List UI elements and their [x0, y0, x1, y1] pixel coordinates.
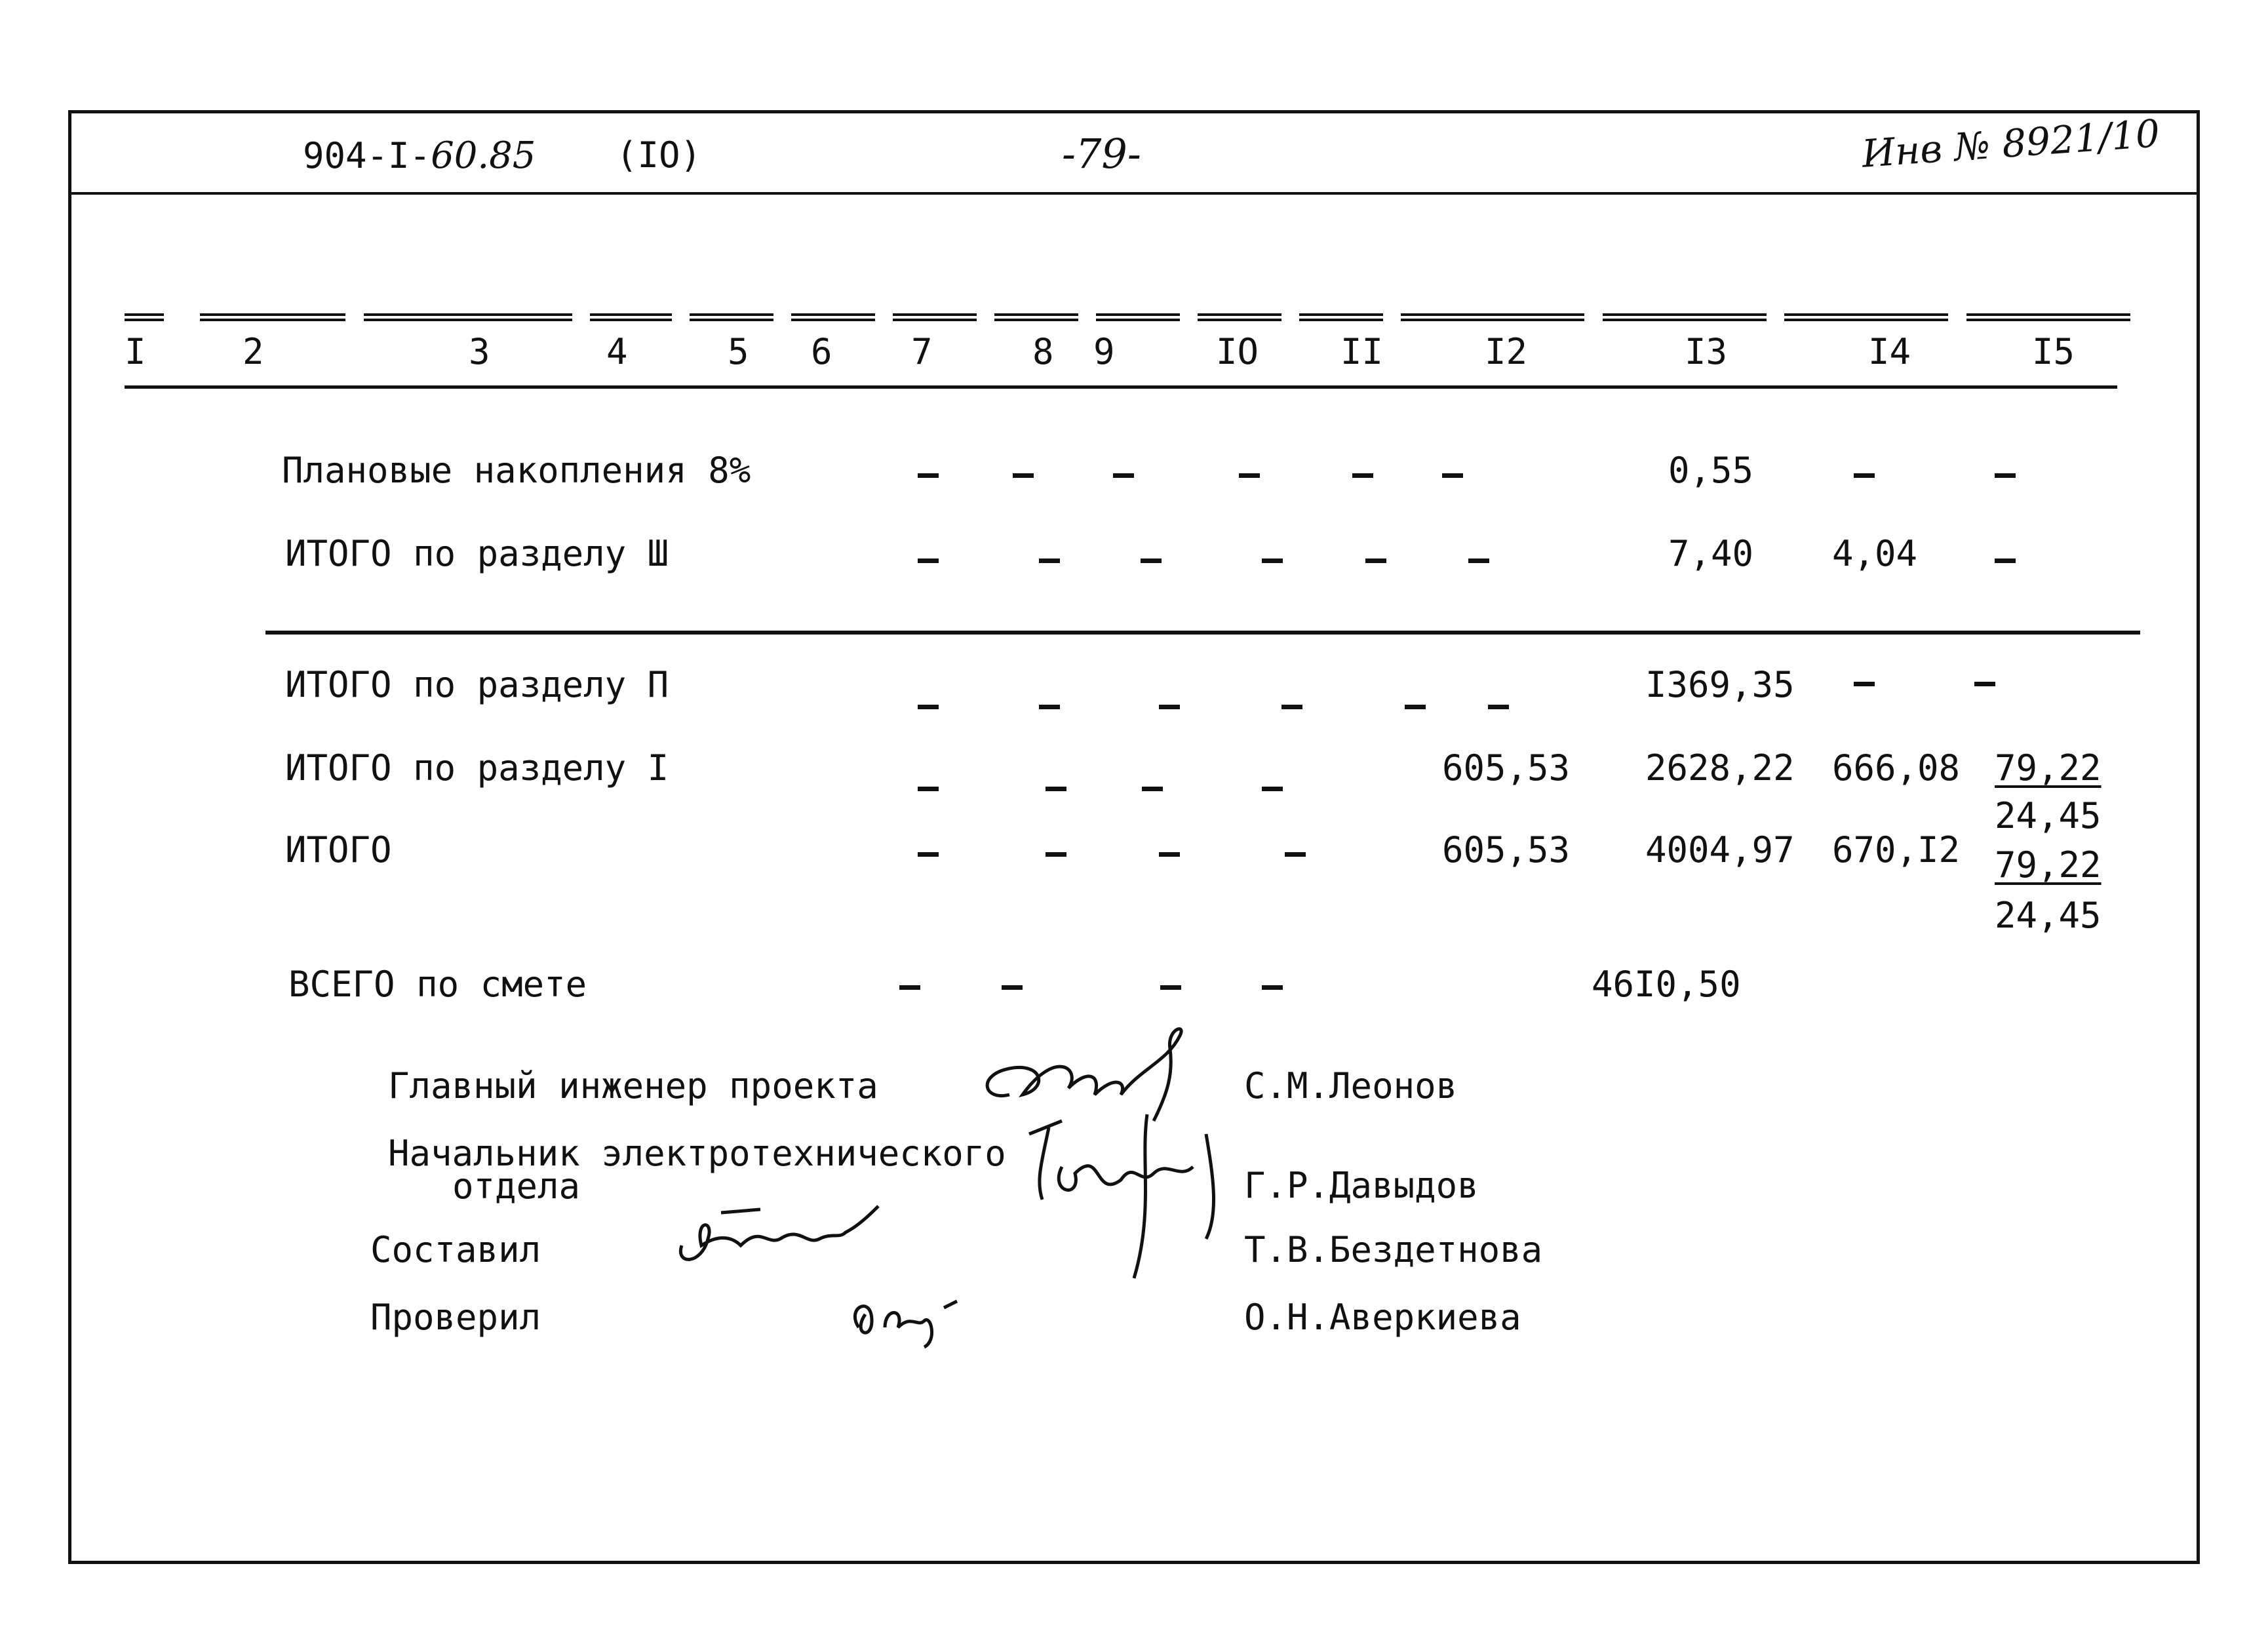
row-total-section1-col15-bottom: 24,45: [1995, 795, 2102, 836]
dash: [1854, 682, 1875, 686]
col-rule-2: [200, 313, 345, 321]
col-rule-5: [690, 313, 773, 321]
dash: [918, 705, 939, 709]
row-total-col12: 605,53: [1442, 829, 1571, 871]
row-total-label: ИТОГО: [285, 829, 392, 871]
dash: [1159, 852, 1180, 857]
header-bottom-rule: [125, 385, 2117, 389]
dash: [1854, 473, 1875, 478]
dash: [1488, 705, 1509, 709]
compiled-role: Составил: [370, 1229, 541, 1270]
row-total-section3-col13: 7,40: [1668, 533, 1754, 574]
checked-name: О.Н.Аверкиева: [1244, 1297, 1521, 1338]
col-rule-12: [1401, 313, 1584, 321]
dash: [1285, 852, 1306, 857]
col-rule-8: [994, 313, 1078, 321]
dash: [1405, 705, 1426, 709]
col-rule-1: [125, 313, 164, 321]
dash: [1995, 473, 2016, 478]
chief-engineer-role: Главный инженер проекта: [388, 1065, 878, 1106]
row-total-col14: 670,I2: [1832, 829, 1961, 871]
signature-compiled: [669, 1200, 885, 1278]
col-header-12: I2: [1485, 331, 1528, 372]
signature-checked: [846, 1282, 964, 1354]
dash: [1160, 985, 1181, 990]
dash: [1262, 985, 1283, 990]
dash: [1002, 985, 1023, 990]
dash: [918, 473, 939, 478]
signature-head-dept: [1023, 1108, 1239, 1291]
col-header-4: 4: [606, 331, 628, 372]
col-header-15: I5: [2032, 331, 2075, 372]
row-total-section1-col15-top: 79,22: [1995, 747, 2102, 789]
col-header-2: 2: [243, 331, 264, 372]
dash: [1352, 473, 1373, 478]
col-header-6: 6: [811, 331, 832, 372]
dash: [1974, 682, 1995, 686]
head-dept-role-line1: Начальник электротехнического: [388, 1133, 1006, 1174]
col-header-11: II: [1340, 331, 1384, 372]
col-rule-6: [791, 313, 875, 321]
col-header-1: I: [125, 331, 146, 372]
col-header-3: 3: [469, 331, 490, 372]
dash: [1159, 705, 1180, 709]
dash: [1262, 787, 1283, 791]
dash: [1039, 705, 1060, 709]
col-header-9: 9: [1093, 331, 1115, 372]
row-total-section1-col13: 2628,22: [1645, 747, 1795, 789]
col-rule-4: [590, 313, 672, 321]
col-rule-13: [1603, 313, 1767, 321]
page-number: -79-: [1062, 130, 1141, 178]
col-header-5: 5: [728, 331, 749, 372]
col-rule-9: [1096, 313, 1180, 321]
dash: [1046, 787, 1066, 791]
checked-role: Проверил: [370, 1297, 541, 1338]
row-planned-savings-label: Плановые накопления 8%: [282, 450, 751, 491]
row-total-section2-col13: I369,35: [1645, 664, 1795, 705]
dash: [1142, 787, 1163, 791]
col-header-10: IO: [1216, 331, 1259, 372]
chief-engineer-name: С.М.Леонов: [1244, 1065, 1458, 1106]
row-total-section2-label: ИТОГО по разделу П: [285, 664, 669, 705]
row-total-section3-col14: 4,04: [1832, 533, 1918, 574]
col-rule-3: [364, 313, 572, 321]
dash: [1442, 473, 1463, 478]
col-rule-10: [1198, 313, 1281, 321]
head-dept-name: Г.Р.Давыдов: [1244, 1165, 1479, 1206]
row-total-section1-col12: 605,53: [1442, 747, 1571, 789]
col-rule-11: [1299, 313, 1383, 321]
row-total-col13: 4004,97: [1645, 829, 1795, 871]
dash: [1141, 558, 1162, 563]
head-dept-role-line2: отдела: [452, 1165, 581, 1207]
col-header-14: I4: [1868, 331, 1911, 372]
dash: [1046, 852, 1066, 857]
dash: [1013, 473, 1034, 478]
row-total-col15-bottom: 24,45: [1995, 895, 2102, 936]
dash: [1468, 558, 1489, 563]
dash: [1039, 558, 1060, 563]
col-header-13: I3: [1685, 331, 1728, 372]
dash: [1239, 473, 1260, 478]
dash: [899, 985, 920, 990]
document-code-handwritten: 60.85: [431, 134, 536, 177]
dash: [1281, 705, 1302, 709]
row-total-section1-label: ИТОГО по разделу I: [285, 747, 669, 789]
section-number: (IO): [616, 134, 702, 176]
dash: [1113, 473, 1134, 478]
col-header-7: 7: [911, 331, 933, 372]
row-grand-total-value: 46I0,50: [1592, 964, 1741, 1005]
dash: [918, 852, 939, 857]
row-total-col15-top: 79,22: [1995, 844, 2102, 886]
row-total-section1-col14: 666,08: [1832, 747, 1961, 789]
document-code-typed: 904-I-: [303, 135, 431, 176]
row-grand-total-label: ВСЕГО по смете: [288, 964, 587, 1005]
header-divider: [68, 192, 2200, 195]
dash: [918, 558, 939, 563]
dash: [1262, 558, 1283, 563]
dash: [1995, 558, 2016, 563]
col-header-8: 8: [1032, 331, 1054, 372]
dash: [1365, 558, 1386, 563]
row-total-section3-label: ИТОГО по разделу Ш: [285, 533, 669, 574]
document-code: [303, 134, 536, 177]
compiled-name: Т.В.Бездетнова: [1244, 1229, 1543, 1270]
col-rule-14: [1784, 313, 1948, 321]
dash: [918, 787, 939, 791]
inventory-number: Инв № 8921/10: [1860, 111, 2162, 176]
row-planned-savings-col13: 0,55: [1668, 450, 1754, 491]
col-rule-15: [1966, 313, 2130, 321]
col-rule-7: [893, 313, 977, 321]
section-divider-rule: [265, 631, 2140, 635]
